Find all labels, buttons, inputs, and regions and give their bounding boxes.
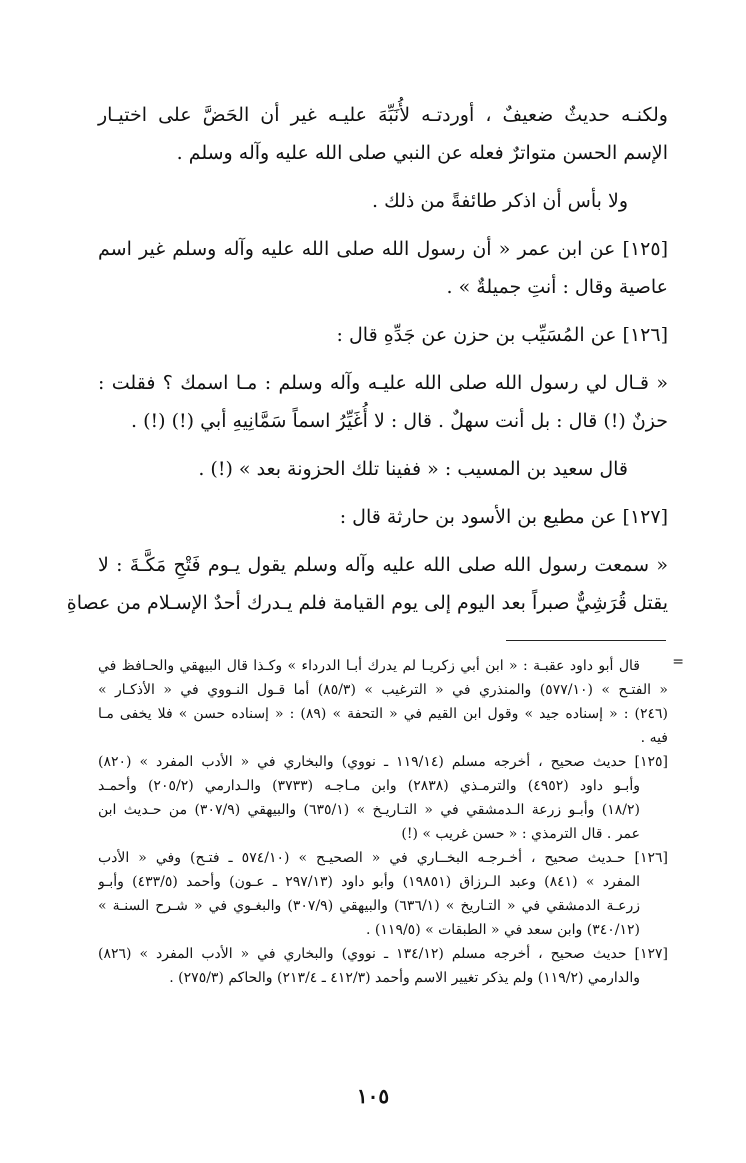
footnote-line: المفرد » (٨٤١) وعبد الـرزاق (١٩٨٥١) وأبو داود (٢٩٧/١٣ ـ عـون) وأحمد (٤٣٣/٥) وأبـو (98, 874, 641, 890)
text-line: [١٢٥] عن ابن عمر « أن رسول الله صلى الله عليه وآله وسلم غير اسم (98, 238, 668, 260)
footnote-line: وأبـو داود (٤٩٥٢) والترمـذي (٢٨٣٨) وابن مـاجـه (٣٧٣٣) والـدارمي (٢٠٥/٢) وأحمـد (98, 778, 640, 794)
continuation-mark: = (672, 654, 684, 670)
text-line: قال سعيد بن المسيب : « ففينا تلك الحزونة بعد » (!) . (198, 458, 628, 480)
footnote-line: عمر . قال الترمذي : « حسن غريب » (!) (401, 826, 640, 842)
text-line: [١٢٧] عن مطيع بن الأسود بن حارثة قال : (339, 506, 668, 528)
footnote-divider (506, 640, 666, 641)
footnote-line: (١٨/٢) وأبـو زرعة الـدمشقي في « التـاريـخ » (٦٣٥/١) والبيهقي (٣٠٧/٩) من حـديث ابن (98, 802, 640, 818)
text-line: « قـال لي رسول الله صلى الله عليـه وآله وسلم : مـا اسمك ؟ فقلت : (98, 372, 668, 394)
footnote-line: [١٢٦] حـديث صحيح ، أخـرجـه البخــاري في « الصحيـح » (٥٧٤/١٠ ـ فتـح) وفي « الأدب (98, 850, 668, 866)
text-line: [١٢٦] عن المُسَيِّب بن حزن عن جَدِّهِ قال : (336, 324, 668, 346)
footnote-line: (٢٤٦) : « إسناده جيد » وقول ابن القيم في « التحفة » (٨٩) : « إسناده حسن » فلا يخفى مـا (98, 706, 668, 722)
page-number: ١٠٥ (356, 1084, 390, 1108)
text-line: عاصية وقال : أنتِ جميلةٌ » . (446, 276, 668, 298)
footnote-line: قال أبو داود عقبـة : « ابن أبي زكريـا لم يدرك أبـا الدرداء » وكـذا قال البيهقي والحـافظ في (98, 658, 640, 674)
text-line: ولكنـه حديثٌ ضعيفٌ ، أوردتـه لأُنَبِّهَ عليـه غير أن الحَضَّ على اختيـار (98, 104, 668, 126)
footnote-line: « الفتـح » (٥٧٧/١٠) والمنذري في « الترغيب » (٨٥/٣) أما قـول النـووي في « الأذكـار » (98, 682, 668, 698)
main-text (66, 96, 668, 622)
text-line: « سمعت رسول الله صلى الله عليه وآله وسلم يقول يـوم فَتْحِ مَكَّـةَ : لا (98, 554, 668, 576)
footnote-line: فيه . (640, 730, 668, 746)
text-line: الإسم الحسن متواترٌ فعله عن النبي صلى الله عليه وآله وسلم . (176, 142, 668, 164)
text-line: ولا بأس أن اذكر طائفةً من ذلك . (372, 190, 628, 212)
footnote-line: [١٢٧] حديث صحيح ، أخرجه مسلم (١٣٤/١٢ ـ نووي) والبخاري في « الأدب المفرد » (٨٢٦) (98, 946, 668, 962)
footnote-line: زرعـة الدمشقي في « التـاريخ » (٦٣٦/١) والبيهقي (٣٠٧/٩) والبغـوي في « شـرح السنـة » (98, 898, 640, 914)
footnote-line: (٣٤٠/١٢) وابن سعد في « الطبقات » (١١٩/٥) . (366, 922, 640, 938)
text-line: يقتل قُرَشِيٌّ صبراً بعد اليوم إلى يوم القيامة فلم يـدرك أحدٌ الإسـلام من عصاةِ (66, 592, 668, 614)
text-line: حزنٌ (!) قال : بل أنت سهلٌ . قال : لا أُغَيِّرُ اسماً سَمَّانِيهِ أبي (!) (!) . (131, 410, 668, 432)
footnote-line: [١٢٥] حديث صحيح ، أخرجه مسلم (١١٩/١٤ ـ نووي) والبخاري في « الأدب المفرد » (٨٢٠) (98, 754, 668, 770)
footnotes (98, 654, 684, 990)
footnote-line: والدارمي (١١٩/٢) ولم يذكر تغيير الاسم وأحمد (٤١٢/٣ ـ ٢١٣/٤) والحاكم (٢٧٥/٣) . (169, 970, 640, 986)
